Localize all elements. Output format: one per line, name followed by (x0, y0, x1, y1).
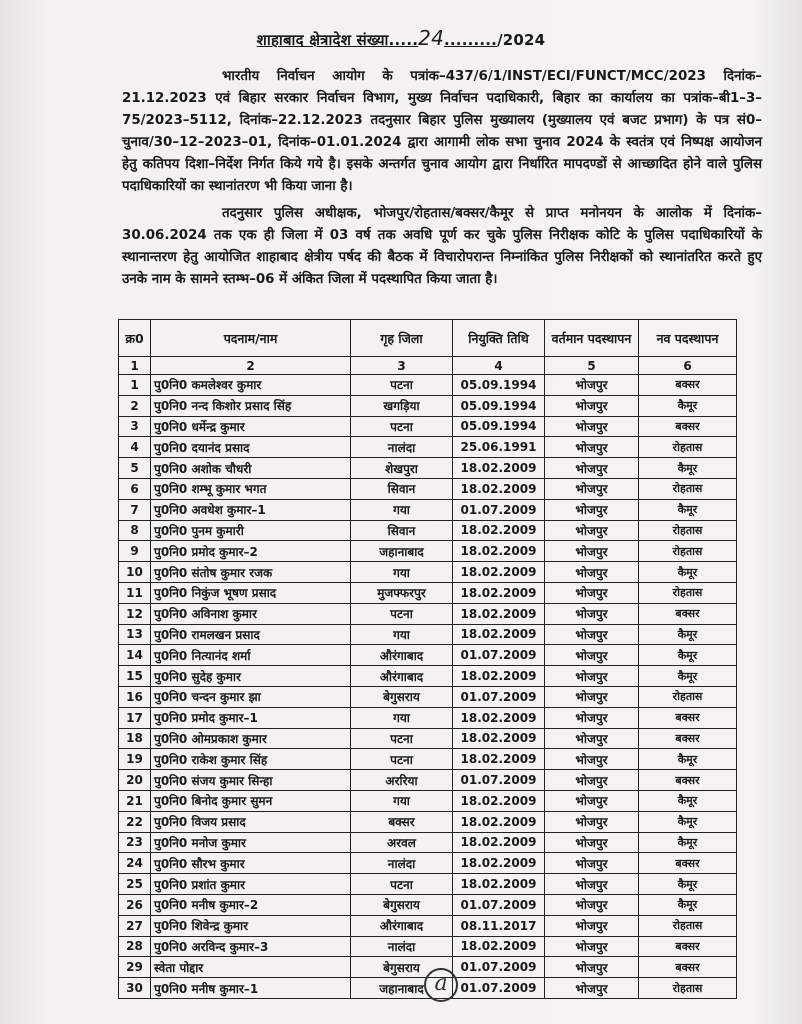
current-posting-cell: भोजपुर (545, 666, 639, 687)
name-cell: पु0नि0 रामलखन प्रसाद (151, 624, 351, 645)
appointment-date-cell: 18.02.2009 (453, 874, 545, 895)
home-district-cell: औरंगाबाद (351, 915, 453, 936)
current-posting-cell: भोजपुर (545, 541, 639, 562)
serial-cell: 4 (119, 437, 151, 458)
name-cell: पु0नि0 धर्मेन्द्र कुमार (151, 416, 351, 437)
table-row (119, 478, 737, 499)
appointment-date-cell: 18.02.2009 (453, 458, 545, 479)
table-row (119, 416, 737, 437)
name-cell: पु0नि0 कमलेश्वर कुमार (151, 375, 351, 396)
table-row (119, 686, 737, 707)
new-posting-cell: रोहतास (639, 478, 737, 499)
current-posting-cell: भोजपुर (545, 562, 639, 583)
table-row (119, 458, 737, 479)
serial-cell: 14 (119, 645, 151, 666)
serial-cell: 22 (119, 811, 151, 832)
header-name: पदनाम/नाम (151, 320, 351, 357)
name-cell: पु0नि0 मनीष कुमार–2 (151, 894, 351, 915)
home-district-cell: पटना (351, 416, 453, 437)
serial-cell: 6 (119, 478, 151, 499)
home-district-cell: जहानाबाद (351, 541, 453, 562)
transfer-table (118, 319, 737, 999)
appointment-date-cell: 18.02.2009 (453, 603, 545, 624)
serial-cell: 13 (119, 624, 151, 645)
appointment-date-cell: 18.02.2009 (453, 624, 545, 645)
new-posting-cell: बक्सर (639, 728, 737, 749)
home-district-cell: जहानाबाद (351, 978, 453, 999)
home-district-cell: नालंदा (351, 936, 453, 957)
name-cell: पु0नि0 निकुंज भूषण प्रसाद (151, 582, 351, 603)
new-posting-cell: कैमूर (639, 562, 737, 583)
paragraph-2 (122, 203, 762, 291)
appointment-date-cell: 01.07.2009 (453, 645, 545, 666)
serial-cell: 8 (119, 520, 151, 541)
name-cell: पु0नि0 अवधेश कुमार–1 (151, 499, 351, 520)
current-posting-cell: भोजपुर (545, 936, 639, 957)
new-posting-cell: कैमूर (639, 811, 737, 832)
appointment-date-cell: 18.02.2009 (453, 541, 545, 562)
current-posting-cell: भोजपुर (545, 811, 639, 832)
current-posting-cell: भोजपुर (545, 499, 639, 520)
current-posting-cell: भोजपुर (545, 395, 639, 416)
serial-cell: 25 (119, 874, 151, 895)
new-posting-cell: बक्सर (639, 603, 737, 624)
serial-cell: 24 (119, 853, 151, 874)
table-row (119, 562, 737, 583)
serial-cell: 3 (119, 416, 151, 437)
serial-cell: 7 (119, 499, 151, 520)
new-posting-cell: बक्सर (639, 770, 737, 791)
home-district-cell: गया (351, 562, 453, 583)
table-row (119, 603, 737, 624)
table-row (119, 749, 737, 770)
order-number: 24 (418, 26, 444, 50)
current-posting-cell: भोजपुर (545, 375, 639, 396)
serial-cell: 18 (119, 728, 151, 749)
current-posting-cell: भोजपुर (545, 874, 639, 895)
appointment-date-cell: 18.02.2009 (453, 707, 545, 728)
appointment-date-cell: 18.02.2009 (453, 478, 545, 499)
current-posting-cell: भोजपुर (545, 437, 639, 458)
appointment-date-cell: 18.02.2009 (453, 853, 545, 874)
current-posting-cell: भोजपुर (545, 770, 639, 791)
new-posting-cell: कैमूर (639, 395, 737, 416)
serial-cell: 17 (119, 707, 151, 728)
new-posting-cell: रोहतास (639, 686, 737, 707)
table-row (119, 624, 737, 645)
serial-cell: 19 (119, 749, 151, 770)
appointment-date-cell: 18.02.2009 (453, 749, 545, 770)
current-posting-cell: भोजपुर (545, 645, 639, 666)
table-row (119, 915, 737, 936)
name-cell: पु0नि0 प्रमोद कुमार–2 (151, 541, 351, 562)
new-posting-cell: बक्सर (639, 375, 737, 396)
appointment-date-cell: 18.02.2009 (453, 520, 545, 541)
new-posting-cell: रोहतास (639, 582, 737, 603)
appointment-date-cell: 25.06.1991 (453, 437, 545, 458)
new-posting-cell: रोहतास (639, 437, 737, 458)
appointment-date-cell: 18.02.2009 (453, 790, 545, 811)
paragraph-1-text: भारतीय निर्वाचन आयोग के पत्रांक–437/6/1/INST/ECI/FUNCT/MCC/2023 दिनांक–21.12.2023 एवं बिहार सरकार निर्वाचन विभाग, मुख्य निर्वाचन पदाधिकारी, बिहार का कार्यालय का पत्रांक–बी1–3–75/2023–5112, दिनांक–22.12.2023 तदनुसार बिहार पुलिस मुख्यालय (मुख्यालय एवं बजट प्रभाग) के पत्र सं0–चुनाव/30–12–2023–01, दिनांक–01.01.2024 द्वारा आगामी लोक सभा चुनाव 2024 के स्वतंत्र एवं निष्पक्ष आयोजन हेतु कतिपय दिशा–निर्देश निर्गत किये गये है। इसके अन्तर्गत चुनाव आयोग द्वारा निर्धारित मापदण्डों से आच्छादित होने वाले पुलिस पदाधिकारियों का स्थानांतरण भी किया जाना है। (122, 69, 762, 194)
name-cell: पु0नि0 अरविन्द कुमार–3 (151, 936, 351, 957)
new-posting-cell: बक्सर (639, 707, 737, 728)
table-row (119, 770, 737, 791)
home-district-cell: नालंदा (351, 437, 453, 458)
home-district-cell: खगड़िया (351, 395, 453, 416)
header-serial: क्र0 (119, 320, 151, 357)
new-posting-cell: बक्सर (639, 936, 737, 957)
appointment-date-cell: 01.07.2009 (453, 957, 545, 978)
table-row (119, 499, 737, 520)
new-posting-cell: कैमूर (639, 645, 737, 666)
order-title: शाहाबाद क्षेत्रादेश संख्या.....24........./2024 (256, 26, 546, 50)
home-district-cell: अरवल (351, 832, 453, 853)
home-district-cell: गया (351, 499, 453, 520)
table-row (119, 874, 737, 895)
new-posting-cell: बक्सर (639, 416, 737, 437)
new-posting-cell: कैमूर (639, 624, 737, 645)
table-row (119, 437, 737, 458)
table-row (119, 582, 737, 603)
name-cell: पु0नि0 सुदेह कुमार (151, 666, 351, 687)
serial-cell: 28 (119, 936, 151, 957)
table-row (119, 728, 737, 749)
serial-cell: 27 (119, 915, 151, 936)
serial-cell: 16 (119, 686, 151, 707)
table-row (119, 894, 737, 915)
name-cell: पु0नि0 पुनम कुमारी (151, 520, 351, 541)
table-row (119, 666, 737, 687)
page-marker: a (424, 968, 458, 1002)
home-district-cell: गया (351, 624, 453, 645)
home-district-cell: अररिया (351, 770, 453, 791)
column-number-row (119, 357, 737, 375)
name-cell: पु0नि0 शम्भू कुमार भगत (151, 478, 351, 499)
serial-cell: 1 (119, 375, 151, 396)
name-cell: पु0नि0 दयानंद प्रसाद (151, 437, 351, 458)
column-number: 2 (151, 357, 351, 375)
current-posting-cell: भोजपुर (545, 978, 639, 999)
new-posting-cell: बक्सर (639, 853, 737, 874)
table-row (119, 395, 737, 416)
serial-cell: 12 (119, 603, 151, 624)
name-cell: पु0नि0 प्रमोद कुमार–1 (151, 707, 351, 728)
current-posting-cell: भोजपुर (545, 832, 639, 853)
name-cell: पु0नि0 मनीष कुमार–1 (151, 978, 351, 999)
name-cell: पु0नि0 नित्यानंद शर्मा (151, 645, 351, 666)
table-row (119, 811, 737, 832)
home-district-cell: गया (351, 707, 453, 728)
serial-cell: 15 (119, 666, 151, 687)
new-posting-cell: रोहतास (639, 520, 737, 541)
serial-cell: 21 (119, 790, 151, 811)
name-cell: पु0नि0 मनोज कुमार (151, 832, 351, 853)
current-posting-cell: भोजपुर (545, 915, 639, 936)
name-cell: पु0नि0 नन्द किशोर प्रसाद सिंह (151, 395, 351, 416)
column-number: 6 (639, 357, 737, 375)
header-current-posting: वर्तमान पदस्थापन (545, 320, 639, 357)
current-posting-cell: भोजपुर (545, 458, 639, 479)
current-posting-cell: भोजपुर (545, 957, 639, 978)
new-posting-cell: कैमूर (639, 499, 737, 520)
table-row (119, 541, 737, 562)
header-row (119, 320, 737, 357)
current-posting-cell: भोजपुर (545, 603, 639, 624)
home-district-cell: पटना (351, 728, 453, 749)
serial-cell: 26 (119, 894, 151, 915)
home-district-cell: गया (351, 790, 453, 811)
name-cell: पु0नि0 संजय कुमार सिन्हा (151, 770, 351, 791)
serial-cell: 20 (119, 770, 151, 791)
appointment-date-cell: 18.02.2009 (453, 728, 545, 749)
new-posting-cell: कैमूर (639, 832, 737, 853)
serial-cell: 10 (119, 562, 151, 583)
home-district-cell: पटना (351, 375, 453, 396)
home-district-cell: शेखपुरा (351, 458, 453, 479)
appointment-date-cell: 18.02.2009 (453, 666, 545, 687)
name-cell: पु0नि0 अविनाश कुमार (151, 603, 351, 624)
serial-cell: 23 (119, 832, 151, 853)
table-row (119, 707, 737, 728)
new-posting-cell: कैमूर (639, 874, 737, 895)
serial-cell: 29 (119, 957, 151, 978)
appointment-date-cell: 18.02.2009 (453, 832, 545, 853)
paragraph-2-text: तदनुसार पुलिस अधीक्षक, भोजपुर/रोहतास/बक्सर/कैमूर से प्राप्त मनोनयन के आलोक में दिनांक–30.06.2024 तक एक ही जिला में 03 वर्ष तक अवधि पूर्ण कर चुके पुलिस निरीक्षक कोटि के पुलिस पदाधिकारियों के स्थानान्तरण हेतु आयोजित शाहाबाद क्षेत्रीय पर्षद की बैठक में विचारोपरान्त निम्नांकित पुलिस निरीक्षकों को स्थानांतरित करते हुए उनके नाम के सामने स्तम्भ–06 में अंकित जिला में पदस्थापित किया जाता है। (122, 206, 762, 287)
current-posting-cell: भोजपुर (545, 416, 639, 437)
home-district-cell: नालंदा (351, 853, 453, 874)
home-district-cell: पटना (351, 749, 453, 770)
current-posting-cell: भोजपुर (545, 582, 639, 603)
appointment-date-cell: 01.07.2009 (453, 499, 545, 520)
current-posting-cell: भोजपुर (545, 707, 639, 728)
serial-cell: 2 (119, 395, 151, 416)
paragraph-1 (122, 66, 762, 198)
serial-cell: 5 (119, 458, 151, 479)
serial-cell: 11 (119, 582, 151, 603)
new-posting-cell: रोहतास (639, 915, 737, 936)
name-cell: पु0नि0 सौरभ कुमार (151, 853, 351, 874)
appointment-date-cell: 18.02.2009 (453, 562, 545, 583)
name-cell: पु0नि0 अशोक चौधरी (151, 458, 351, 479)
table-row (119, 790, 737, 811)
current-posting-cell: भोजपुर (545, 894, 639, 915)
home-district-cell: औरंगाबाद (351, 666, 453, 687)
order-title-prefix: शाहाबाद क्षेत्रादेश संख्या (256, 31, 389, 49)
home-district-cell: सिवान (351, 520, 453, 541)
appointment-date-cell: 18.02.2009 (453, 811, 545, 832)
current-posting-cell: भोजपुर (545, 624, 639, 645)
new-posting-cell: कैमूर (639, 749, 737, 770)
appointment-date-cell: 01.07.2009 (453, 770, 545, 791)
serial-cell: 30 (119, 978, 151, 999)
header-home-district: गृह जिला (351, 320, 453, 357)
name-cell: पु0नि0 विजय प्रसाद (151, 811, 351, 832)
name-cell: पु0नि0 राकेश कुमार सिंह (151, 749, 351, 770)
home-district-cell: मुजफ्फरपुर (351, 582, 453, 603)
name-cell: पु0नि0 ओमप्रकाश कुमार (151, 728, 351, 749)
table-row (119, 832, 737, 853)
appointment-date-cell: 01.07.2009 (453, 686, 545, 707)
appointment-date-cell: 05.09.1994 (453, 416, 545, 437)
name-cell: पु0नि0 संतोष कुमार रजक (151, 562, 351, 583)
appointment-date-cell: 05.09.1994 (453, 375, 545, 396)
name-cell: पु0नि0 शिवेन्द्र कुमार (151, 915, 351, 936)
new-posting-cell: कैमूर (639, 790, 737, 811)
name-cell: स्वेता पोद्दार (151, 957, 351, 978)
current-posting-cell: भोजपुर (545, 728, 639, 749)
appointment-date-cell: 01.07.2009 (453, 894, 545, 915)
order-title-suffix: /2024 (497, 31, 546, 49)
column-number: 3 (351, 357, 453, 375)
home-district-cell: पटना (351, 603, 453, 624)
serial-cell: 9 (119, 541, 151, 562)
current-posting-cell: भोजपुर (545, 853, 639, 874)
current-posting-cell: भोजपुर (545, 749, 639, 770)
current-posting-cell: भोजपुर (545, 686, 639, 707)
table-row (119, 853, 737, 874)
table-row (119, 520, 737, 541)
column-number: 5 (545, 357, 639, 375)
home-district-cell: बक्सर (351, 811, 453, 832)
home-district-cell: औरंगाबाद (351, 645, 453, 666)
current-posting-cell: भोजपुर (545, 520, 639, 541)
appointment-date-cell: 05.09.1994 (453, 395, 545, 416)
header-new-posting: नव पदस्थापन (639, 320, 737, 357)
new-posting-cell: रोहतास (639, 541, 737, 562)
new-posting-cell: कैमूर (639, 666, 737, 687)
name-cell: पु0नि0 चन्दन कुमार झा (151, 686, 351, 707)
column-number: 4 (453, 357, 545, 375)
appointment-date-cell: 18.02.2009 (453, 582, 545, 603)
new-posting-cell: कैमूर (639, 894, 737, 915)
home-district-cell: बेगुसराय (351, 957, 453, 978)
home-district-cell: सिवान (351, 478, 453, 499)
header-appointment-date: नियुक्ति तिथि (453, 320, 545, 357)
new-posting-cell: रोहतास (639, 978, 737, 999)
current-posting-cell: भोजपुर (545, 790, 639, 811)
name-cell: पु0नि0 प्रशांत कुमार (151, 874, 351, 895)
new-posting-cell: बक्सर (639, 957, 737, 978)
home-district-cell: बेगुसराय (351, 686, 453, 707)
current-posting-cell: भोजपुर (545, 478, 639, 499)
table-row (119, 645, 737, 666)
appointment-date-cell: 01.07.2009 (453, 978, 545, 999)
new-posting-cell: कैमूर (639, 458, 737, 479)
table-row (119, 375, 737, 396)
column-number: 1 (119, 357, 151, 375)
home-district-cell: पटना (351, 874, 453, 895)
table-row (119, 936, 737, 957)
home-district-cell: बेगुसराय (351, 894, 453, 915)
appointment-date-cell: 08.11.2017 (453, 915, 545, 936)
name-cell: पु0नि0 बिनोद कुमार सुमन (151, 790, 351, 811)
appointment-date-cell: 18.02.2009 (453, 936, 545, 957)
